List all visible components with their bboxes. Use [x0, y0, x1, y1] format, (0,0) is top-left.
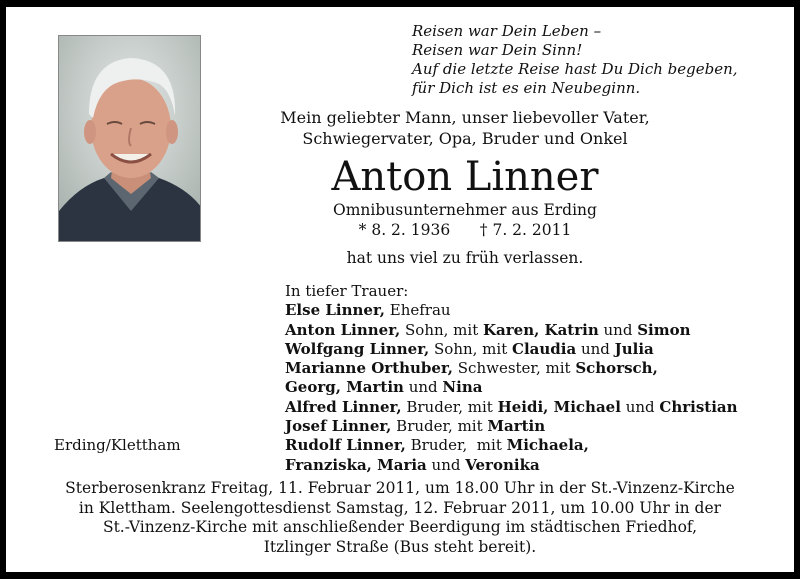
mourner-line: Else Linner, Ehefrau: [285, 301, 451, 320]
mourner-line: Alfred Linner, Bruder, mit Heidi, Michael und Christian: [285, 397, 738, 416]
poem-line: Reisen war Dein Sinn!: [412, 41, 583, 59]
passed-away-text: hat uns viel zu früh verlassen.: [346, 249, 584, 267]
birth-date: * 8. 2. 1936: [358, 221, 451, 239]
mourning-heading: In tiefer Trauer:: [285, 282, 409, 300]
service-line: Itzlinger Straße (Bus steht bereit).: [263, 537, 537, 556]
mourners-list: [285, 282, 738, 475]
mourner-line: Wolfgang Linner, Sohn, mit Claudia und Julia: [285, 339, 654, 358]
mourner-line: Josef Linner, Bruder, mit Martin: [285, 417, 546, 436]
mourner-line: Rudolf Linner, Bruder, mit Michaela,: [285, 436, 589, 455]
service-line: in Klettham. Seelengottesdienst Samstag, 12. Februar 2011, um 10.00 Uhr in der: [78, 498, 722, 517]
intro-line: Mein geliebter Mann, unser liebevoller Vater,: [280, 108, 650, 127]
poem-line: Reisen war Dein Leben –: [412, 22, 602, 40]
occupation: Omnibusunternehmer aus Erding: [333, 201, 597, 219]
mourner-line: Anton Linner, Sohn, mit Karen, Katrin und Simon: [285, 320, 691, 339]
intro-line: Schwiegervater, Opa, Bruder und Onkel: [302, 129, 628, 148]
poem: [412, 22, 738, 98]
deceased-name: Anton Linner: [331, 154, 599, 200]
service-line: St.-Vinzenz-Kirche mit anschließender Beerdigung im städtischen Friedhof,: [102, 518, 698, 536]
mourner-line: Marianne Orthuber, Schwester, mit Schorsch,: [285, 359, 658, 378]
service-line: Sterberosenkranz Freitag, 11. Februar 2011, um 18.00 Uhr in der St.-Vinzenz-Kirche: [65, 479, 735, 497]
poem-line: Auf die letzte Reise hast Du Dich begeben,: [412, 60, 738, 78]
life-dates: [6, 220, 794, 240]
place-of-residence: Erding/Klettham: [54, 436, 181, 454]
funeral-service-info: [6, 479, 794, 557]
intro-text: [6, 107, 794, 149]
death-date: † 7. 2. 2011: [479, 221, 572, 239]
poem-line: für Dich ist es ein Neubeginn.: [412, 79, 641, 97]
mourner-line: Franziska, Maria und Veronika: [285, 455, 540, 474]
obituary-card: [6, 7, 794, 572]
mourner-line: Georg, Martin und Nina: [285, 378, 483, 397]
